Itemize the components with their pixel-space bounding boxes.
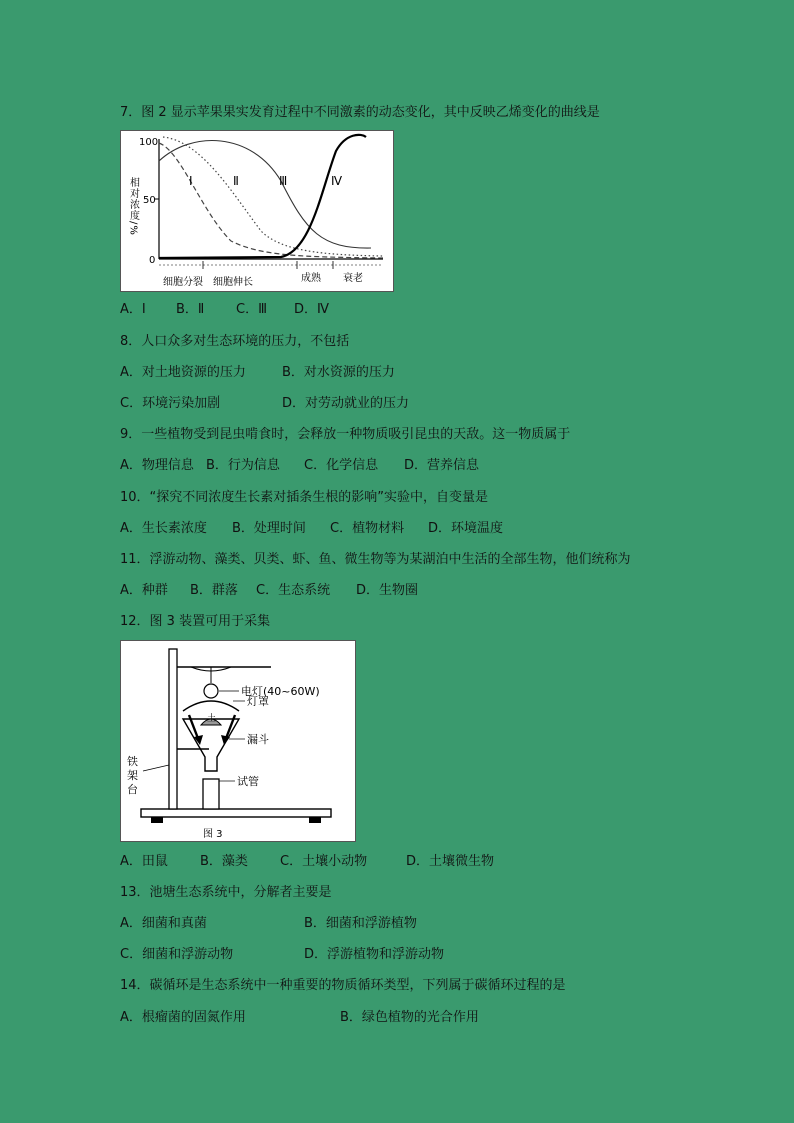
q12-options	[120, 854, 494, 870]
q13-option-c[interactable]: C．细菌和浮游动物	[120, 947, 234, 962]
curve-II	[163, 137, 383, 256]
q13-options-row2	[120, 947, 444, 963]
q10-option-b[interactable]: B．处理时间	[232, 521, 306, 536]
q9-option-d[interactable]: D．营养信息	[404, 458, 480, 473]
q9-option-c[interactable]: C．化学信息	[304, 458, 379, 473]
lamp-bulb	[204, 684, 218, 698]
q10-option-d[interactable]: D．环境温度	[428, 521, 504, 536]
q12-option-d[interactable]: D．土壤微生物	[406, 854, 495, 869]
q13-option-d[interactable]: D．浮游植物和浮游动物	[304, 947, 445, 962]
q12-option-a[interactable]: A．田鼠	[120, 854, 168, 869]
fig2-ylabel: 相对浓度/%	[127, 177, 139, 236]
stand-pole	[169, 649, 177, 809]
q9-option-a[interactable]: A．物理信息	[120, 458, 194, 473]
curve-label-II: Ⅱ	[233, 174, 239, 188]
q8-options-row1	[120, 365, 395, 381]
stage-senescence: 衰老	[343, 273, 363, 284]
q12-option-c[interactable]: C．土壤小动物	[280, 854, 368, 869]
q11-option-b[interactable]: B．群落	[190, 583, 238, 598]
q10-option-c[interactable]: C．植物材料	[330, 521, 405, 536]
q7-option-a[interactable]: A．Ⅰ	[120, 302, 146, 317]
q13-option-b[interactable]: B．细菌和浮游植物	[304, 916, 417, 931]
q9-stem: 9．一些植物受到昆虫啃食时，会释放一种物质吸引昆虫的天敌。这一物质属于	[120, 427, 571, 442]
fig2-ytick-0: 0	[149, 255, 156, 266]
q8-option-b[interactable]: B．对水资源的压力	[282, 365, 395, 380]
figure-2-hormone-chart	[120, 130, 394, 292]
q7-option-c[interactable]: C．Ⅲ	[236, 302, 268, 317]
q10-option-a[interactable]: A．生长素浓度	[120, 521, 207, 536]
q11-option-a[interactable]: A．种群	[120, 583, 168, 598]
curve-label-IV: Ⅳ	[331, 174, 343, 188]
label-stand-1: 铁	[127, 755, 138, 768]
stage-division: 细胞分裂	[163, 277, 203, 288]
q11-option-d[interactable]: D．生物圈	[356, 583, 419, 598]
q12-stem: 12．图 3 装置可用于采集	[120, 614, 271, 629]
q13-option-a[interactable]: A．细菌和真菌	[120, 916, 207, 931]
fig2-ytick-100: 100	[139, 137, 159, 148]
label-stand-2: 架	[127, 769, 138, 782]
q8-stem: 8．人口众多对生态环境的压力，不包括	[120, 334, 350, 349]
q11-stem: 11．浮游动物、藻类、贝类、虾、鱼、微生物等为某湖泊中生活的全部生物，他们统称为	[120, 552, 631, 567]
q14-options	[120, 1010, 479, 1026]
curve-I	[159, 143, 383, 258]
q7-option-d[interactable]: D．Ⅳ	[294, 302, 330, 317]
q8-option-c[interactable]: C．环境污染加剧	[120, 396, 221, 411]
q7-options	[120, 302, 329, 318]
stand-base	[141, 809, 331, 817]
stage-ripening: 成熟	[301, 273, 321, 284]
lamp-shade	[183, 701, 239, 711]
label-stand-3: 台	[127, 783, 138, 796]
curve-label-I: Ⅰ	[189, 174, 193, 188]
q9-option-b[interactable]: B．行为信息	[206, 458, 280, 473]
q8-option-a[interactable]: A．对土地资源的压力	[120, 365, 246, 380]
q10-stem: 10．“探究不同浓度生长素对插条生根的影响”实验中，自变量是	[120, 490, 489, 505]
q7-option-b[interactable]: B．Ⅱ	[176, 302, 205, 317]
q11-option-c[interactable]: C．生态系统	[256, 583, 331, 598]
label-shade: 灯罩	[247, 695, 269, 708]
figure-3-berlese-funnel	[120, 640, 356, 842]
q14-stem: 14．碳循环是生态系统中一种重要的物质循环类型，下列属于碳循环过程的是	[120, 978, 566, 993]
q8-option-d[interactable]: D．对劳动就业的压力	[282, 396, 410, 411]
q9-options	[120, 458, 479, 474]
fig2-ytick-50: 50	[143, 195, 156, 206]
q7-stem: 7．图 2 显示苹果果实发育过程中不同激素的动态变化，其中反映乙烯变化的曲线是	[120, 105, 600, 120]
label-funnel: 漏斗	[247, 733, 269, 746]
curve-label-III: Ⅲ	[279, 174, 288, 188]
q11-options	[120, 583, 418, 599]
q10-options	[120, 521, 503, 537]
curve-III	[159, 141, 371, 249]
q12-option-b[interactable]: B．藻类	[200, 854, 248, 869]
stage-elongation: 细胞伸长	[213, 277, 253, 288]
curve-IV	[159, 135, 366, 258]
label-tube: 试管	[237, 775, 259, 788]
q8-options-row2	[120, 396, 409, 412]
label-lamp: 电灯(40~60W)	[241, 685, 320, 698]
figure-3-caption: 图 3	[203, 829, 223, 840]
q13-options-row1	[120, 916, 417, 932]
q14-option-b[interactable]: B．绿色植物的光合作用	[340, 1010, 479, 1025]
label-soil: 土	[207, 714, 217, 724]
q14-option-a[interactable]: A．根瘤菌的固氮作用	[120, 1010, 246, 1025]
test-tube	[203, 779, 219, 809]
q13-stem: 13．池塘生态系统中，分解者主要是	[120, 885, 332, 900]
